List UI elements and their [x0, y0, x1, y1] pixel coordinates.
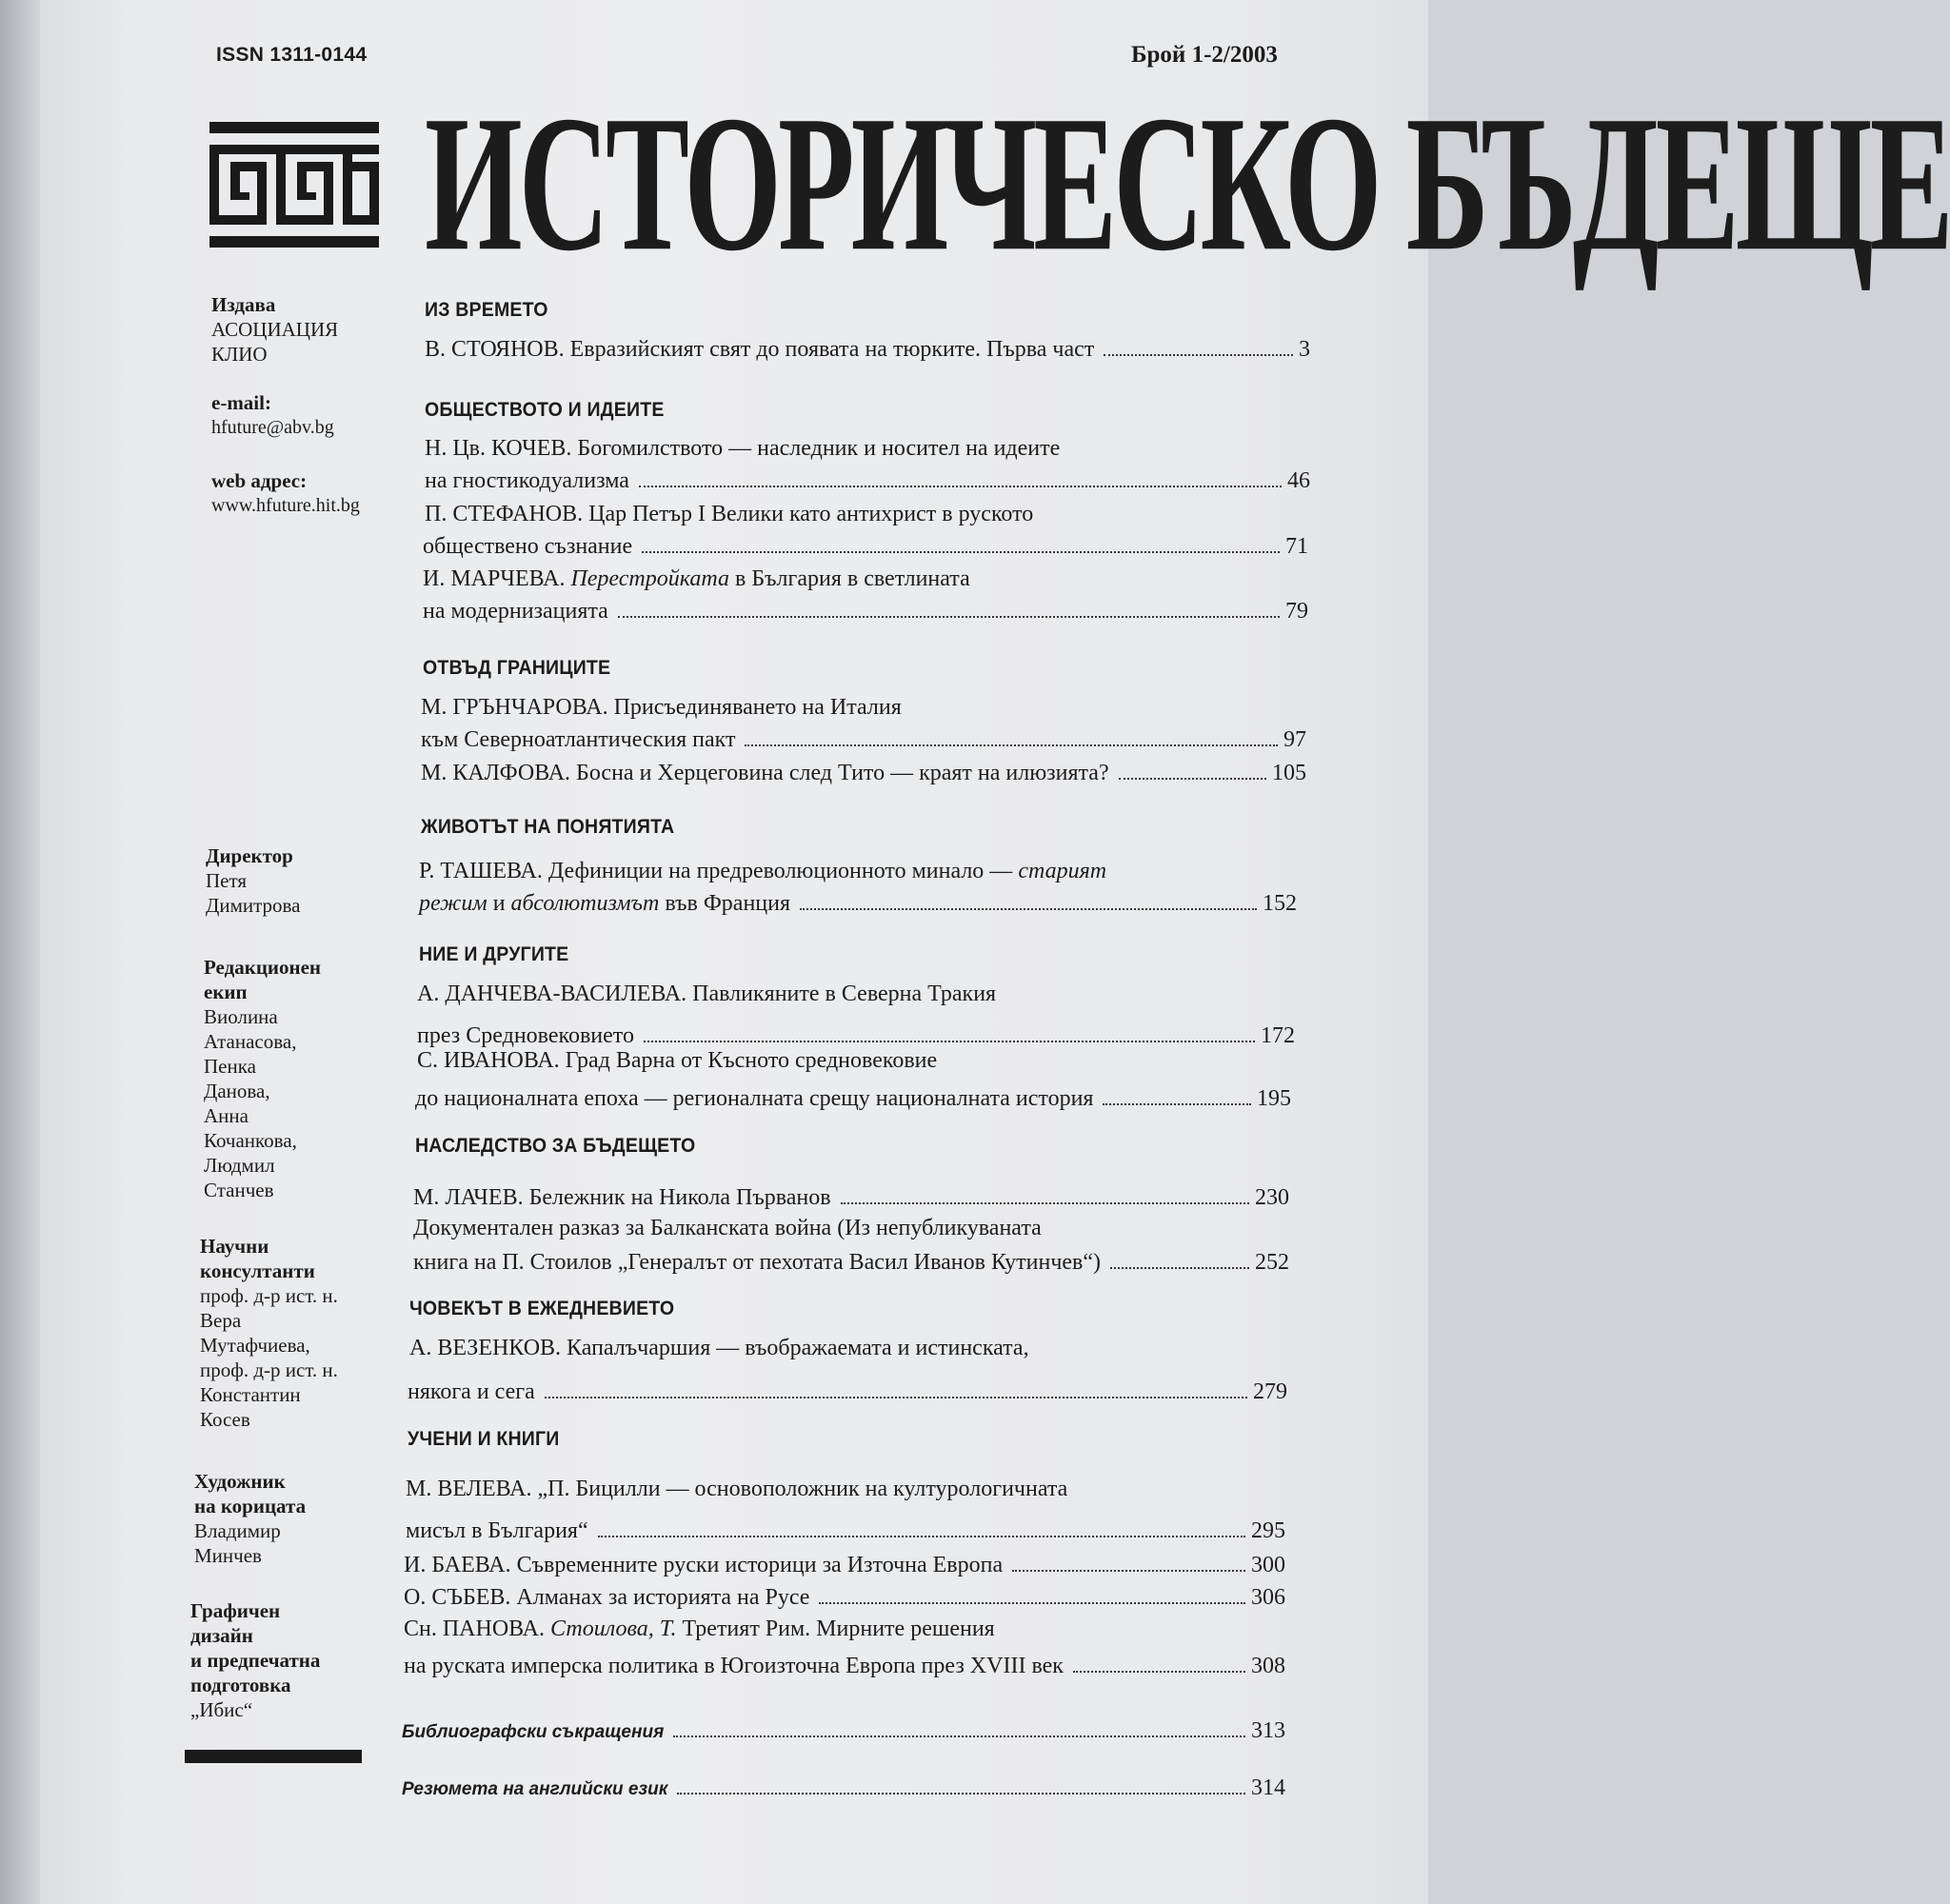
leader-dots — [1104, 353, 1293, 356]
web-block — [211, 468, 360, 518]
entry-title: В. СТОЯНОВ. Евразийският свят до появата на тюрките. Първа част — [425, 337, 1095, 362]
leader-dots — [642, 550, 1280, 553]
toc-entry — [419, 890, 1297, 917]
consult-label-2: консултанти — [200, 1259, 315, 1282]
entry-title: мисъл в България“ — [406, 1518, 588, 1543]
entry-title: О. СЪБЕВ. Алманах за историята на Русе — [404, 1585, 810, 1610]
leader-dots — [644, 1040, 1255, 1042]
consultant-line: проф. д-р ист. н. — [200, 1359, 338, 1381]
team-member: Пенка — [204, 1055, 256, 1078]
entry-title: А. ВЕЗЕНКОВ. Капалъчаршия — въображаемата и истинската, — [409, 1336, 1029, 1360]
publisher-block — [211, 292, 338, 367]
entry-title: С. ИВАНОВА. Град Варна от Късното средновековие — [417, 1048, 938, 1073]
page-number: 308 — [1251, 1654, 1285, 1678]
leader-dots — [841, 1201, 1249, 1204]
section-heading: УЧЕНИ И КНИГИ — [408, 1428, 560, 1450]
leader-dots — [639, 485, 1282, 487]
entry-italic: режим — [419, 891, 488, 916]
toc-entry — [415, 1085, 1291, 1112]
toc-entry — [406, 1517, 1285, 1544]
page-number: 152 — [1263, 891, 1297, 916]
entry-author: И. МАРЧЕВА. — [423, 566, 571, 591]
entry-text: във Франция — [659, 891, 791, 916]
team-member: Анна — [204, 1104, 249, 1127]
leader-dots — [1012, 1569, 1245, 1572]
entry-title: обществено съзнание — [423, 534, 633, 559]
artist-line-1: Владимир — [194, 1519, 281, 1542]
leader-dots — [598, 1535, 1245, 1537]
artist-block — [194, 1469, 306, 1568]
entry-author: Сн. ПАНОВА. — [404, 1616, 551, 1641]
consultant-line: проф. д-р ист. н. — [200, 1284, 338, 1307]
publisher-line-2: КЛИО — [211, 343, 268, 366]
section-heading: НИЕ И ДРУГИТЕ — [419, 943, 569, 965]
entry-title — [423, 565, 970, 592]
entry-title: на гностикодуализма — [425, 468, 629, 493]
consultants-block — [200, 1234, 338, 1432]
team-member: Атанасова, — [204, 1030, 297, 1053]
artist-label-2: на корицата — [194, 1495, 307, 1517]
entry-title: Н. Цв. КОЧЕВ. Богомилството — наследник и носител на идеите — [425, 436, 1061, 461]
design-label-2: дизайн — [190, 1624, 253, 1647]
page-number: 3 — [1299, 337, 1310, 362]
team-member: Станчев — [204, 1179, 274, 1201]
consult-label-1: Научни — [200, 1235, 269, 1258]
leader-dots — [1119, 777, 1266, 780]
entry-title: до националната епоха — регионалната срещу националната история — [415, 1086, 1094, 1111]
team-member: Кочанкова, — [204, 1129, 297, 1152]
entry-title: на модернизацията — [423, 599, 608, 624]
entry-title: някога и сега — [408, 1379, 535, 1404]
entry-title: през Средновековието — [417, 1023, 634, 1048]
toc-entry — [413, 1184, 1289, 1211]
email-address: hfuture@abv.bg — [211, 417, 334, 438]
divider-bar — [185, 1750, 362, 1763]
consultant-line: Константин — [200, 1383, 301, 1406]
entry-title: Резюмета на английски език — [402, 1779, 668, 1799]
web-label: web адрес: — [211, 469, 308, 492]
page-number: 279 — [1253, 1379, 1287, 1404]
toc-entry — [404, 1653, 1285, 1679]
page-number: 313 — [1251, 1718, 1285, 1743]
director-block — [206, 843, 300, 918]
toc-entry — [413, 1249, 1289, 1276]
entry-title: Библиографски съкращения — [402, 1722, 665, 1742]
entry-italic: старият — [1018, 859, 1107, 883]
toc-entry — [425, 467, 1310, 494]
journal-title: ИСТОРИЧЕСКО БЪДЕЩЕ — [425, 74, 1950, 292]
design-value: „Ибис“ — [190, 1698, 253, 1721]
entry-italic: Перестройката — [570, 566, 729, 591]
team-member: Виолина — [204, 1005, 278, 1028]
page-number: 252 — [1255, 1250, 1289, 1275]
page-number: 230 — [1255, 1185, 1289, 1210]
section-heading: ОТВЪД ГРАНИЦИТЕ — [423, 657, 611, 679]
director-line-1: Петя — [206, 869, 248, 892]
entry-text: Р. ТАШЕВА. Дефиниции на предреволюционното минало — — [419, 859, 1019, 883]
page-number: 195 — [1257, 1086, 1291, 1111]
page-number: 295 — [1251, 1518, 1285, 1543]
design-label-1: Графичен — [190, 1599, 281, 1622]
page-number: 172 — [1261, 1023, 1295, 1048]
entry-title: към Северноатлантическия пакт — [421, 727, 736, 752]
artist-line-2: Минчев — [194, 1544, 262, 1567]
entry-italic: абсолютизмът — [510, 891, 660, 916]
leader-dots — [545, 1396, 1247, 1398]
page-number: 71 — [1285, 534, 1308, 559]
section-heading: ОБЩЕСТВОТО И ИДЕИТЕ — [425, 399, 665, 421]
email-block — [211, 390, 334, 440]
page-number: 97 — [1283, 727, 1306, 752]
toc-entry — [404, 1552, 1285, 1578]
entry-title: П. СТЕФАНОВ. Цар Петър I Велики като антихрист в руското — [425, 502, 1034, 526]
consultant-line: Мутафчиева, — [200, 1334, 310, 1357]
publisher-label: Издава — [211, 293, 276, 316]
team-label-1: Редакционен — [204, 956, 322, 979]
design-block — [190, 1598, 320, 1722]
leader-dots — [1103, 1102, 1251, 1105]
consultant-line: Вера — [200, 1309, 242, 1332]
issue-number: Брой 1-2/2003 — [1131, 42, 1278, 68]
issn: ISSN 1311-0144 — [216, 44, 368, 66]
entry-title: А. ДАНЧЕВА-ВАСИЛЕВА. Павликяните в Северна Тракия — [417, 982, 997, 1006]
email-label: e-mail: — [211, 391, 271, 414]
design-label-3: и предпечатна — [190, 1649, 321, 1672]
entry-title: И. БАЕВА. Съвременните руски историци за Източна Европа — [404, 1553, 1004, 1577]
section-heading: ЧОВЕКЪТ В ЕЖЕДНЕВИЕТО — [409, 1298, 675, 1319]
leader-dots — [1073, 1670, 1245, 1673]
entry-italic: Стоилова, Т. — [550, 1616, 677, 1641]
page-number: 79 — [1285, 599, 1308, 624]
section-heading: НАСЛЕДСТВО ЗА БЪДЕЩЕТО — [415, 1135, 696, 1157]
meander-logo-icon — [209, 122, 379, 248]
toc-entry — [421, 760, 1306, 786]
entry-title: М. КАЛФОВА. Босна и Херцеговина след Тито — краят на илюзията? — [421, 761, 1109, 785]
entry-title: М. ЛАЧЕВ. Бележник на Никола Първанов — [413, 1185, 831, 1210]
leader-dots — [800, 907, 1257, 910]
leader-dots — [1110, 1266, 1249, 1269]
publisher-line-1: АСОЦИАЦИЯ — [211, 318, 339, 341]
entry-title — [404, 1616, 995, 1642]
page-number: 46 — [1287, 468, 1310, 493]
director-label: Директор — [206, 844, 293, 867]
toc-entry — [408, 1378, 1287, 1405]
toc-entry — [402, 1717, 1285, 1746]
page-number: 306 — [1251, 1585, 1285, 1610]
leader-dots — [673, 1735, 1245, 1737]
toc-entry — [404, 1584, 1285, 1611]
entry-text: Третият Рим. Мирните решения — [676, 1616, 995, 1641]
web-address: www.hfuture.hit.bg — [211, 495, 360, 516]
page-number: 314 — [1251, 1775, 1285, 1800]
director-line-2: Димитрова — [206, 894, 301, 917]
toc-entry — [423, 598, 1308, 625]
entry-title: М. ГРЪНЧАРОВА. Присъединяването на Италия — [421, 695, 902, 720]
leader-dots — [618, 615, 1280, 618]
toc-entry — [421, 726, 1306, 753]
page-number: 105 — [1272, 761, 1306, 785]
leader-dots — [745, 744, 1278, 746]
entry-title — [419, 858, 1106, 884]
entry-title: М. ВЕЛЕВА. „П. Бицилли — основоположник на културологичната — [406, 1477, 1068, 1501]
team-member: Людмил — [204, 1154, 275, 1177]
entry-text: в България в светлината — [729, 566, 970, 591]
consultant-line: Косев — [200, 1408, 250, 1431]
section-heading: ЖИВОТЪТ НА ПОНЯТИЯТА — [421, 816, 675, 838]
page-number: 300 — [1251, 1553, 1285, 1577]
entry-title: книга на П. Стоилов „Генералът от пехотата Васил Иванов Кутинчев“) — [413, 1250, 1102, 1275]
binding-edge — [0, 0, 40, 1904]
artist-label-1: Художник — [194, 1470, 286, 1493]
entry-title — [419, 890, 790, 917]
entry-title: Документален разказ за Балканската война (Из непубликуваната — [413, 1216, 1042, 1240]
team-member: Данова, — [204, 1080, 270, 1102]
editorial-team-block — [204, 955, 321, 1202]
design-label-4: подготовка — [190, 1674, 291, 1696]
entry-title: на руската имперска политика в Югоизточна Европа през XVIII век — [404, 1654, 1064, 1678]
entry-text: и — [487, 891, 511, 916]
leader-dots — [819, 1601, 1245, 1604]
toc-entry — [402, 1775, 1285, 1803]
leader-dots — [677, 1792, 1245, 1795]
toc-entry — [423, 533, 1308, 560]
toc-entry — [417, 1022, 1295, 1049]
section-heading: ИЗ ВРЕМЕТО — [425, 299, 548, 321]
team-label-2: екип — [204, 981, 248, 1003]
toc-entry — [425, 336, 1310, 363]
